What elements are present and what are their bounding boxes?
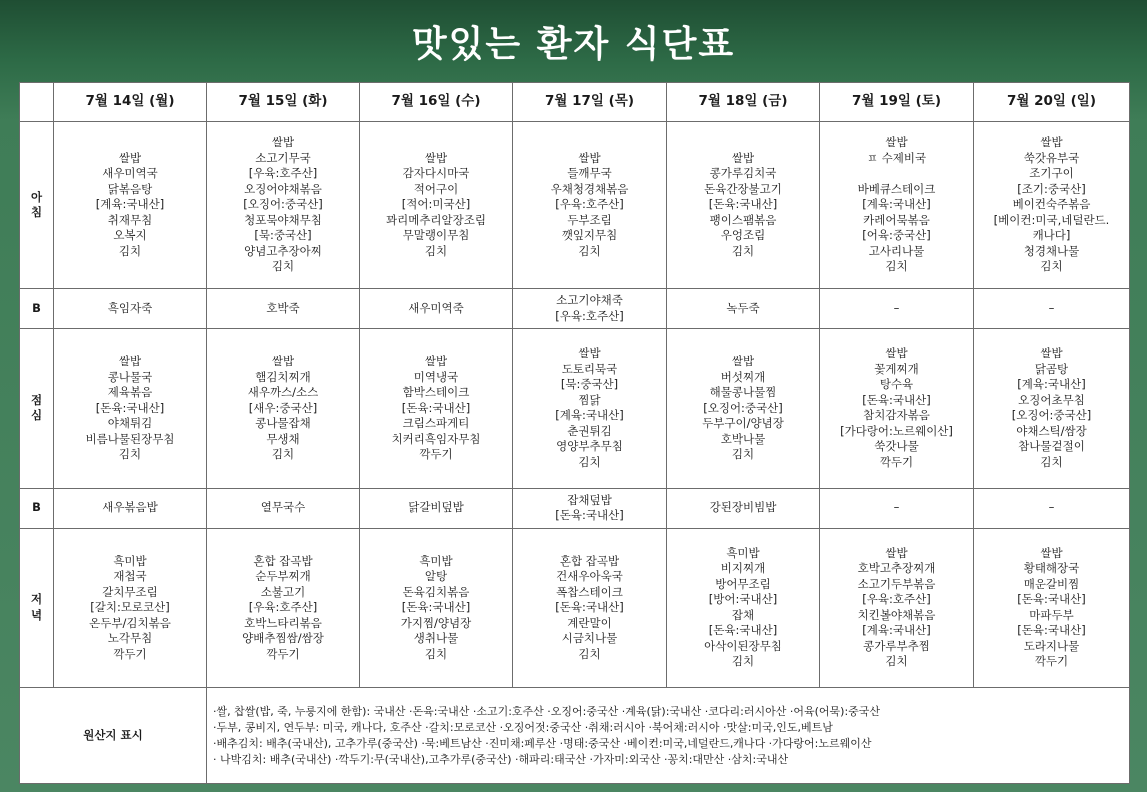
menu-item: 야채스틱/쌈장 (1016, 423, 1087, 438)
menu-item: 혼합 잡곡밥 (559, 553, 620, 568)
menu-cell (820, 289, 974, 329)
meal-label-char: 침 (30, 205, 43, 220)
menu-item: 깍두기 (1034, 654, 1069, 669)
menu-cell (974, 488, 1130, 528)
menu-item: 쌀밥 (1040, 346, 1063, 361)
meal-label-char: 심 (30, 408, 43, 423)
menu-item: [가다랑어:노르웨이산] (840, 423, 953, 438)
menu-item: 흑임자죽 (107, 301, 153, 316)
corner-cell (20, 83, 54, 122)
menu-item: 해물콩나물찜 (709, 385, 777, 400)
menu-item: 꽈리메추리알장조림 (386, 212, 486, 227)
menu-cell (820, 488, 974, 528)
menu-item: 매운갈비찜 (1023, 576, 1080, 591)
menu-cell (513, 289, 667, 329)
menu-item: 소고기야채죽 (556, 293, 623, 308)
menu-item: [돈육:국내산] (1017, 592, 1086, 607)
menu-item: [돈육:국내산] (862, 392, 931, 407)
menu-cell (974, 289, 1130, 329)
meal-label (20, 488, 54, 528)
menu-item: [묵:중국산] (560, 377, 619, 392)
menu-item: 함박스테이크 (402, 385, 470, 400)
menu-item: [우육:호주산] (248, 166, 318, 181)
menu-cell (513, 488, 667, 528)
menu-item: 오복지 (113, 228, 147, 243)
menu-item: 깍두기 (113, 646, 147, 661)
menu-cell (667, 329, 820, 488)
menu-item: 콩가루부추찜 (863, 638, 930, 653)
menu-item: 재첩국 (113, 569, 147, 584)
menu-item: 호박죽 (266, 301, 300, 316)
menu-item: 소고기무국 (255, 150, 311, 165)
menu-item: – (1048, 301, 1055, 316)
menu-item (822, 166, 971, 182)
menu-item: – (893, 301, 900, 316)
menu-item: 김치 (885, 259, 908, 274)
menu-item: 김치 (118, 447, 142, 462)
menu-item: [묵:중국산] (254, 228, 312, 243)
menu-item: [돈육:국내산] (708, 197, 778, 212)
meal-rows (20, 122, 1130, 688)
menu-item: 황태해장국 (1023, 561, 1080, 576)
day-header: 7월 17일 (목) (513, 83, 667, 122)
menu-item: 비름나물된장무침 (85, 431, 175, 446)
meal-label-char: 녁 (30, 607, 43, 622)
menu-item: 김치 (424, 243, 448, 258)
origin-note-line: ·두부, 콩비지, 연두부: 미국, 캐나다, 호주산 ·갈치:모로코산 ·오징어젓:중국산 ·취채:러시아 ·북어채:러시아 ·맛살:미국,인도,베트남 (213, 720, 833, 734)
menu-item: 청포묵야채무침 (244, 212, 322, 227)
menu-cell (513, 329, 667, 488)
menu-item: 카레어묵볶음 (863, 212, 930, 227)
menu-item: 쌀밥 (118, 150, 142, 165)
menu-item: 돈육김치볶음 (402, 584, 470, 599)
menu-item: [우육:호주산] (555, 197, 624, 212)
day-header: 7월 19일 (토) (820, 83, 974, 122)
menu-item: [적어:미국산] (401, 197, 471, 212)
menu-item: [계육:국내산] (1017, 377, 1086, 392)
menu-item: 오징어초무침 (1018, 392, 1085, 407)
meal-plan-table (19, 82, 1130, 784)
day-header: 7월 18일 (금) (667, 83, 820, 122)
menu-item: 김치 (1040, 454, 1063, 469)
menu-item: 우엉조림 (720, 228, 766, 243)
origin-row (20, 688, 1130, 784)
meal-label-char: B (32, 301, 41, 316)
menu-item: [돈육:국내산] (401, 400, 471, 415)
menu-item: 호박느타리볶음 (244, 615, 322, 630)
menu-item: 제육볶음 (107, 385, 153, 400)
meal-label-char: 아 (30, 189, 43, 204)
menu-item: 생취나물 (413, 631, 459, 646)
menu-item: 쌀밥 (731, 354, 755, 369)
menu-item: [갈치:모로코산] (90, 600, 170, 615)
menu-item: 폭찹스테이크 (556, 584, 623, 599)
menu-item: 김치 (424, 646, 448, 661)
menu-item: 김치 (118, 243, 142, 258)
menu-item: 쌀밥 (424, 354, 448, 369)
meal-label (20, 122, 54, 289)
menu-item: 새우미역국 (102, 166, 158, 181)
menu-item: 무생채 (266, 431, 300, 446)
menu-item: 닭갈비덮밥 (408, 500, 464, 515)
menu-cell (54, 528, 207, 687)
meal-label-char: B (32, 500, 41, 515)
menu-item: 치커리흑임자무침 (391, 431, 481, 446)
menu-cell (974, 329, 1130, 488)
menu-item: 김치 (578, 454, 601, 469)
menu-item: 깍두기 (266, 646, 300, 661)
day-header: 7월 15일 (화) (207, 83, 360, 122)
menu-item: [새우:중국산] (248, 400, 318, 415)
menu-item: 고사리나물 (868, 243, 925, 258)
day-header: 7월 16일 (수) (360, 83, 513, 122)
meal-row (20, 329, 1130, 488)
menu-item: 아삭이된장무침 (704, 638, 782, 653)
menu-item: 콩가루김치국 (709, 166, 777, 181)
menu-item: 쌀밥 (271, 354, 295, 369)
menu-item: 소고기두부볶음 (857, 576, 936, 591)
menu-item: 찜닭 (578, 392, 601, 407)
menu-item: 양념고추장아찌 (244, 243, 322, 258)
menu-item: 도라지나물 (1023, 638, 1080, 653)
menu-item: 노각무침 (107, 631, 153, 646)
meal-row (20, 528, 1130, 687)
menu-cell (820, 528, 974, 687)
menu-item: 바베큐스테이크 (857, 181, 936, 196)
menu-item: [돈육:국내산] (555, 600, 624, 615)
menu-item: 가지찜/양념장 (400, 615, 472, 630)
menu-item: 닭곰탕 (1034, 361, 1069, 376)
menu-item: 감자다시마국 (402, 166, 470, 181)
menu-item: 김치 (731, 654, 755, 669)
menu-item: 혼합 잡곡밥 (253, 553, 313, 568)
menu-item: 팽이스팸볶음 (709, 212, 777, 227)
menu-item: [우육:호주산] (555, 308, 624, 323)
menu-item: 우채청경채볶음 (550, 181, 629, 196)
menu-item: 베이컨숙주볶음 (1012, 197, 1091, 212)
menu-item: [어육:중국산] (862, 228, 931, 243)
menu-cell (667, 488, 820, 528)
menu-item: 참나물겉절이 (1018, 439, 1085, 454)
menu-item: [오징어:중국산] (703, 400, 783, 415)
menu-cell (360, 289, 513, 329)
menu-item: 버섯찌개 (720, 369, 766, 384)
menu-item: 김치 (578, 646, 601, 661)
menu-item: 미역냉국 (413, 369, 459, 384)
meal-label-char: 점 (30, 392, 43, 407)
menu-item: 쌀밥 (1040, 135, 1063, 150)
origin-label: 원산지 표시 (20, 688, 207, 784)
menu-item: 열무국수 (260, 500, 306, 515)
menu-cell (667, 289, 820, 329)
menu-item: 쌀밥 (271, 135, 295, 150)
origin-note-line: ·쌀, 찹쌀(밥, 죽, 누룽지에 한함): 국내산 ·돈육:국내산 ·소고기:호주산 ·오징어:중국산 ·계육(닭):국내산 ·코다리:러시아산 ·어육(어묵):중국산 (213, 704, 881, 718)
origin-notes (207, 688, 1130, 784)
menu-item: [계육:국내산] (862, 197, 931, 212)
menu-cell (360, 329, 513, 488)
menu-item: 마파두부 (1029, 607, 1074, 622)
menu-item: 쑥갓유부국 (1023, 150, 1080, 165)
menu-item: 콩나물잡채 (255, 416, 311, 431)
day-header: 7월 14일 (월) (54, 83, 207, 122)
menu-item: 흑미밥 (419, 553, 453, 568)
menu-item: 쌀밥 (578, 346, 601, 361)
meal-row (20, 122, 1130, 289)
menu-cell (513, 122, 667, 289)
menu-cell (667, 122, 820, 289)
menu-item: 호박나물 (720, 431, 766, 446)
meal-label-char: 저 (30, 592, 43, 607)
menu-item: [오징어:중국산] (243, 197, 323, 212)
menu-item: 잡채덮밥 (567, 492, 612, 507)
menu-item: 김치 (271, 259, 295, 274)
menu-item: 쌀밥 (731, 150, 755, 165)
menu-item: 김치 (731, 243, 755, 258)
menu-item: 캐나다] (1032, 228, 1071, 243)
menu-item: 영양부추무침 (556, 439, 623, 454)
menu-item: 무말랭이무침 (402, 228, 470, 243)
menu-item: 닭볶음탕 (107, 181, 153, 196)
menu-item: 깻잎지무침 (561, 228, 618, 243)
menu-cell (207, 329, 360, 488)
menu-item: – (1048, 500, 1055, 515)
menu-item: 청경채나물 (1023, 243, 1080, 258)
menu-cell (207, 488, 360, 528)
menu-item: [조기:중국산] (1017, 181, 1086, 196)
menu-item: 시금치나물 (561, 631, 618, 646)
menu-item: 건새우아욱국 (556, 569, 623, 584)
menu-item: 새우까스/소스 (247, 385, 319, 400)
menu-item: 탕수육 (879, 377, 914, 392)
menu-item: 쌀밥 (885, 545, 908, 560)
menu-item: 두부조림 (567, 212, 612, 227)
menu-item: 잡채 (731, 607, 755, 622)
menu-cell (513, 528, 667, 687)
menu-item: 적어구이 (413, 181, 459, 196)
menu-item: [돈육:국내산] (95, 400, 165, 415)
menu-item: [계육:국내산] (95, 197, 165, 212)
menu-item: 들깨무국 (567, 166, 612, 181)
menu-item: 조기구이 (1029, 166, 1074, 181)
menu-item: 쌀밥 (885, 346, 908, 361)
menu-item: 야채튀김 (107, 416, 153, 431)
menu-cell (54, 122, 207, 289)
menu-item: 햄김치찌개 (255, 369, 311, 384)
meal-row (20, 488, 1130, 528)
menu-item: [돈육:국내산] (708, 623, 778, 638)
menu-item: [우육:호주산] (862, 592, 931, 607)
menu-item: 비지찌개 (720, 561, 766, 576)
menu-item: 녹두죽 (726, 301, 760, 316)
menu-item: 호박고추장찌개 (857, 561, 936, 576)
menu-item: 깍두기 (419, 447, 453, 462)
menu-item: 새우미역죽 (408, 301, 464, 316)
menu-cell (360, 528, 513, 687)
menu-item: 온두부/김치볶음 (89, 615, 171, 630)
menu-cell (207, 122, 360, 289)
menu-item: 쌀밥 (424, 150, 448, 165)
menu-item: [오징어:중국산] (1011, 408, 1092, 423)
meal-label (20, 528, 54, 687)
menu-item: 계란말이 (567, 615, 612, 630)
meal-label (20, 329, 54, 488)
day-header: 7월 20일 (일) (974, 83, 1130, 122)
menu-item: 흑미밥 (726, 545, 760, 560)
day-header-row (20, 83, 1130, 122)
menu-item: [돈육:국내산] (401, 600, 471, 615)
menu-cell (820, 329, 974, 488)
menu-cell (820, 122, 974, 289)
menu-item: 쑥갓나물 (874, 439, 919, 454)
meal-row (20, 289, 1130, 329)
menu-item: 쌀밥 (578, 150, 601, 165)
menu-item: 강된장비빔밥 (709, 500, 777, 515)
menu-item: 새우볶음밥 (102, 500, 158, 515)
menu-item: 콩나물국 (107, 369, 153, 384)
menu-item: 김치 (731, 447, 755, 462)
origin-note-line: ·배추김치: 배추(국내산), 고추가루(중국산) ·묵:베트남산 ·진미채:페루산 ·명태:중국산 ·베이컨:미국,네덜란드,캐나다 ·가다랑어:노르웨이산 (213, 736, 872, 750)
menu-cell (360, 122, 513, 289)
menu-item: 치킨볼야채볶음 (857, 607, 936, 622)
menu-cell (667, 528, 820, 687)
menu-item: 김치 (1040, 259, 1063, 274)
menu-cell (54, 289, 207, 329)
menu-item: [돈육:국내산] (555, 508, 624, 523)
menu-item: [방어:국내산] (708, 592, 778, 607)
page-title: 맛있는 환자 식단표 (411, 23, 736, 65)
menu-item: 오징어야채볶음 (244, 181, 322, 196)
menu-item: 김치 (271, 447, 295, 462)
menu-item: – (893, 500, 900, 515)
menu-item: 쌀밥 (118, 354, 142, 369)
menu-item: 깍두기 (879, 454, 914, 469)
menu-cell (207, 289, 360, 329)
meal-label (20, 289, 54, 329)
menu-item: [돈육:국내산] (1017, 623, 1086, 638)
menu-cell (207, 528, 360, 687)
menu-item: 두부구이/양념장 (702, 416, 784, 431)
menu-item: 돈육간장불고기 (704, 181, 782, 196)
menu-item: 도토리묵국 (561, 361, 618, 376)
menu-item: 알탕 (424, 569, 448, 584)
origin-note-line: · 나박김치: 배추(국내산) ·깍두기:무(국내산),고추가루(중국산) ·해파리:태국산 ·가자미:외국산 ·꽁치:대만산 ·삼치:국내산 (213, 752, 789, 766)
menu-item: 쌀밥 (885, 135, 908, 150)
menu-item: 소불고기 (260, 584, 306, 599)
menu-cell (974, 528, 1130, 687)
menu-cell (360, 488, 513, 528)
menu-cell (54, 488, 207, 528)
menu-item: 취재무침 (107, 212, 153, 227)
menu-item: 방어무조림 (715, 576, 771, 591)
menu-cell (54, 329, 207, 488)
menu-item: 순두부찌개 (255, 569, 311, 584)
menu-item: [계육:국내산] (555, 408, 624, 423)
menu-item: [계육:국내산] (862, 623, 931, 638)
menu-item: 김치 (885, 654, 908, 669)
menu-item: 참치감자볶음 (863, 408, 930, 423)
menu-item: 양배추찜쌈/쌈장 (242, 631, 324, 646)
menu-item: [베이컨:미국,네덜란드. (993, 212, 1110, 227)
menu-item: [우육:호주산] (248, 600, 318, 615)
menu-item: 갈치무조림 (102, 584, 158, 599)
menu-cell (974, 122, 1130, 289)
menu-item: 춘권튀김 (567, 423, 612, 438)
menu-item: 김치 (578, 243, 601, 258)
menu-item: 흑미밥 (113, 553, 147, 568)
menu-item: 꽃게찌개 (874, 361, 919, 376)
menu-item: 크림스파게티 (402, 416, 470, 431)
menu-item: ㅍ 수제비국 (866, 150, 927, 165)
menu-item: 쌀밥 (1040, 545, 1063, 560)
